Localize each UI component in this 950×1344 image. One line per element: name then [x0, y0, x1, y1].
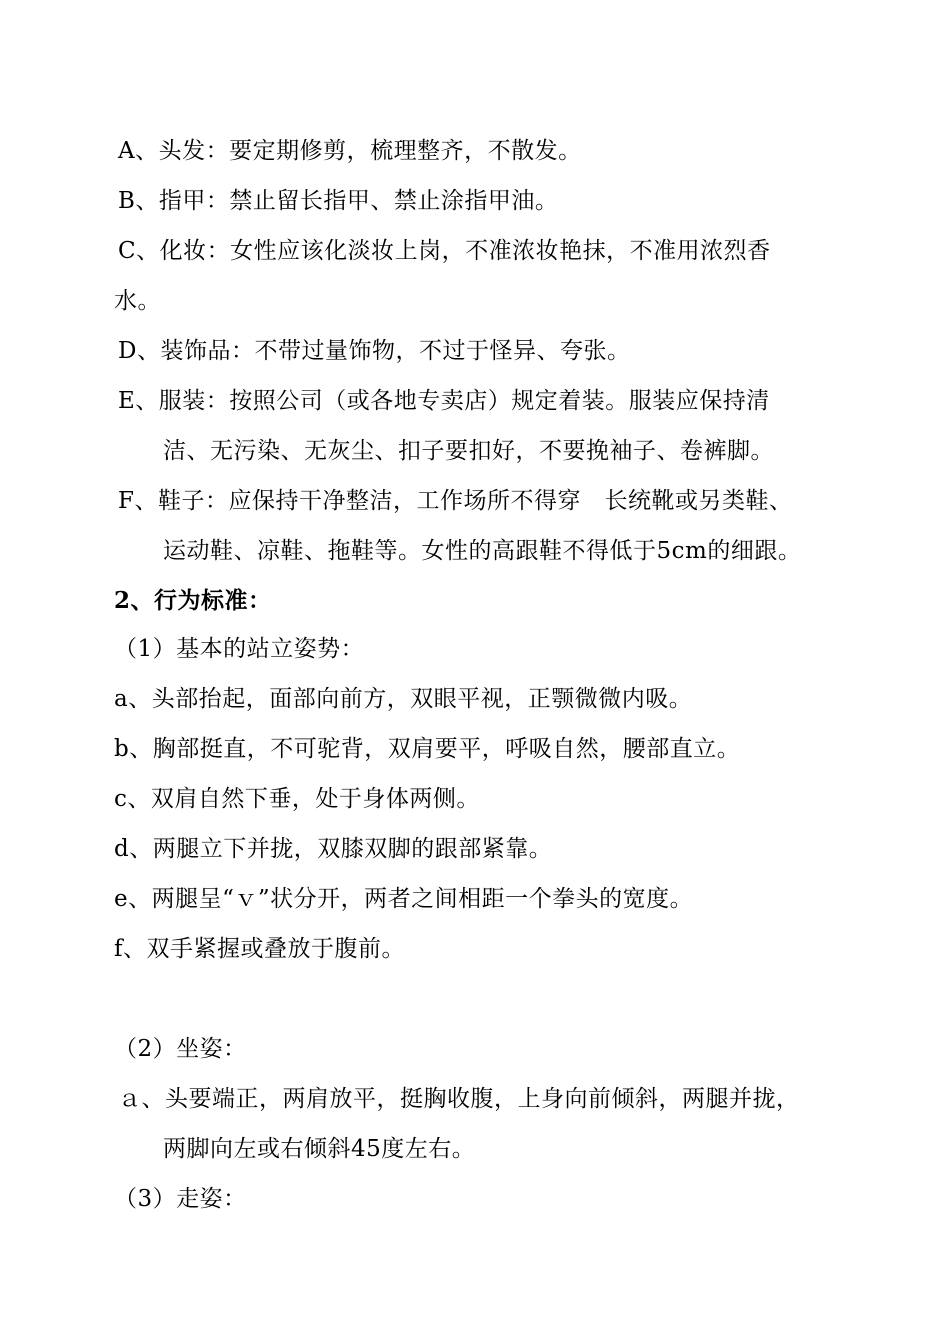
appearance-shoes-line1: F、鞋子：应保持干净整洁，工作场所不得穿 长统靴或另类鞋、	[118, 488, 793, 514]
sitting-title: （2）坐姿：	[114, 1036, 247, 1062]
standing-item-b: b、胸部挺直，不可驼背，双肩要平，呼吸自然，腰部直立。	[114, 736, 741, 762]
appearance-clothing-line2: 洁、无污染、无灰尘、扣子要扣好，不要挽袖子、卷裤脚。	[163, 438, 774, 464]
sitting-item-a-line1: ａ、头要端正，两肩放平，挺胸收腹，上身向前倾斜，两腿并拢，	[118, 1086, 800, 1112]
appearance-makeup-line2: 水。	[114, 288, 161, 314]
appearance-makeup-line1: C、化妆：女性应该化淡妆上岗，不准浓妆艳抹，不准用浓烈香	[118, 238, 771, 264]
appearance-accessories: D、装饰品：不带过量饰物，不过于怪异、夸张。	[118, 338, 631, 364]
standing-item-f: f、双手紧握或叠放于腹前。	[114, 936, 406, 962]
appearance-hair: A、头发：要定期修剪，梳理整齐，不散发。	[118, 138, 582, 164]
appearance-nails: B、指甲：禁止留长指甲、禁止涂指甲油。	[118, 188, 559, 214]
standing-item-e: e、两腿呈“ｖ”状分开，两者之间相距一个拳头的宽度。	[114, 886, 694, 912]
standing-item-c: c、双肩自然下垂，处于身体两侧。	[114, 786, 480, 812]
walking-title: （3）走姿：	[114, 1186, 247, 1212]
behavior-heading: 2、行为标准：	[114, 587, 272, 614]
standing-title: （1）基本的站立姿势：	[114, 636, 365, 662]
standing-item-a: a、头部抬起，面部向前方，双眼平视，正颚微微内吸。	[114, 686, 693, 712]
appearance-shoes-line2: 运动鞋、凉鞋、拖鞋等。女性的高跟鞋不得低于5cm的细跟。	[163, 538, 802, 564]
standing-item-d: d、两腿立下并拢，双膝双脚的跟部紧靠。	[114, 836, 553, 862]
appearance-clothing-line1: E、服装：按照公司（或各地专卖店）规定着装。服装应保持清	[118, 388, 770, 414]
sitting-item-a-line2: 两脚向左或右倾斜45度左右。	[163, 1136, 476, 1162]
